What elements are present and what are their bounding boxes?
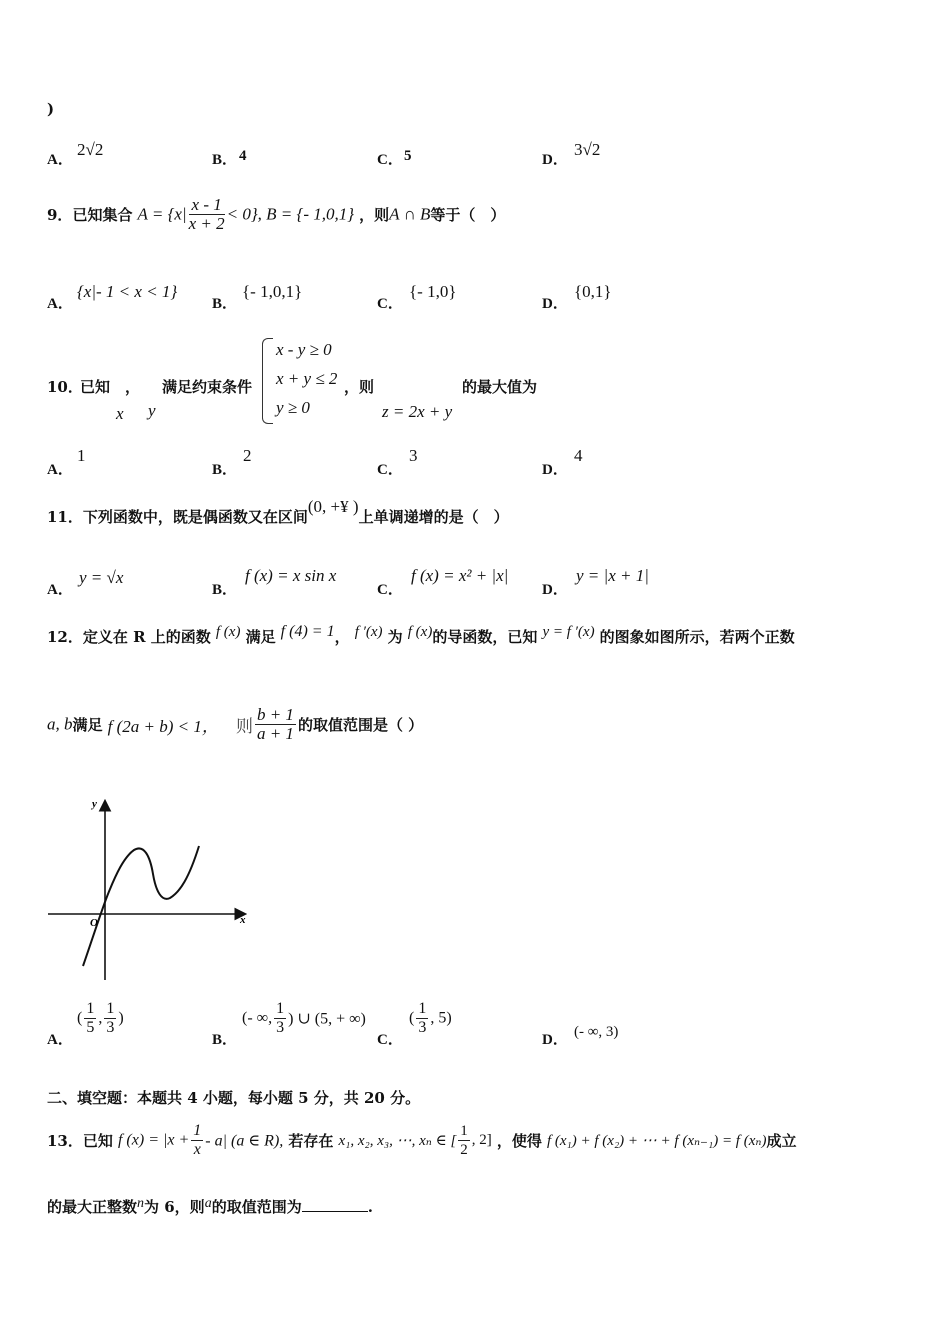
q10-var-y: y bbox=[148, 401, 156, 420]
q12-text-3: ， bbox=[334, 628, 350, 646]
q13-text-7: 的取值范围为 bbox=[211, 1198, 302, 1216]
q10-option-b-value: 2 bbox=[243, 446, 252, 465]
q12-f2: f (4) = 1 bbox=[280, 623, 335, 640]
q10-option-a-value: 1 bbox=[77, 446, 86, 465]
q10-text-1: 已知 bbox=[80, 378, 111, 396]
q10-options bbox=[47, 446, 907, 476]
q12-text-8: 则 bbox=[235, 717, 253, 736]
q9-option-c-value: {- 1,0} bbox=[409, 282, 457, 301]
q12-ab: a, b bbox=[47, 714, 73, 734]
q12-b-left: (- ∞, bbox=[242, 1009, 273, 1027]
q12-text-9: 的取值范围是（ ） bbox=[297, 716, 424, 734]
q13-stem-line-1 bbox=[47, 1122, 796, 1172]
q10-constraint-2: x + y ≤ 2 bbox=[276, 369, 338, 388]
q12-c-frac bbox=[416, 1000, 428, 1037]
q12-text-6: 的图象如图所示，若两个正数 bbox=[599, 628, 795, 646]
q12-b-den: 3 bbox=[276, 1019, 285, 1036]
q12-option-d-label: D． bbox=[542, 1032, 568, 1048]
q9-stem-mid: ，则 bbox=[359, 206, 390, 224]
q10-text-3: ，则 bbox=[344, 378, 375, 396]
q13-half-num: 1 bbox=[460, 1123, 468, 1139]
q13-half bbox=[458, 1122, 470, 1159]
q13-text-4: 成立 bbox=[766, 1132, 797, 1150]
derivative-curve bbox=[83, 846, 199, 966]
q11-interval: (0, +¥ ) bbox=[307, 497, 359, 516]
q10-number: 10． bbox=[47, 378, 83, 396]
q11-option-c-label: C． bbox=[377, 582, 403, 598]
q9-set-a-fraction bbox=[189, 196, 225, 233]
q9-option-a-value: {x|- 1 < x < 1} bbox=[77, 282, 178, 301]
q12-option-c-value bbox=[409, 1000, 452, 1037]
q9-option-b-label: B． bbox=[212, 296, 238, 312]
q12-option-b-value bbox=[242, 1000, 366, 1037]
q11-text: 下列函数中，既是偶函数又在区间 bbox=[82, 508, 308, 526]
q12-stem-line-2 bbox=[47, 706, 423, 756]
q8-option-d-value: 3√2 bbox=[574, 140, 601, 159]
q10-constraint-brace bbox=[262, 338, 273, 424]
q13-number: 13． bbox=[47, 1132, 83, 1150]
q11-option-d-label: D． bbox=[542, 582, 568, 598]
q12-b-frac bbox=[274, 1000, 286, 1037]
q10-option-b-label: B． bbox=[212, 462, 238, 478]
q11-option-b-value: f (x) = x sin x bbox=[245, 566, 337, 585]
q9-option-b-value: {- 1,0,1} bbox=[242, 282, 303, 301]
q12-f5: y = f ′(x) bbox=[542, 624, 595, 640]
q13-f-left: f (x) = |x + bbox=[117, 1131, 190, 1149]
q13-a: a bbox=[204, 1196, 212, 1211]
q8-option-b-value: 4 bbox=[239, 148, 247, 164]
q12-a-den-2: 3 bbox=[106, 1019, 115, 1036]
q10-option-c-label: C． bbox=[377, 462, 403, 478]
q13-equation: f (x₁) + f (x₂) + ⋯ + f (xₙ₋₁) = f (xₙ) bbox=[546, 1133, 767, 1149]
q12-option-a-label: A． bbox=[47, 1032, 73, 1048]
q12-b-num: 1 bbox=[276, 1000, 285, 1017]
graph-y-label: y bbox=[92, 798, 97, 810]
q13-text-5: 的最大正整数 bbox=[47, 1198, 138, 1216]
q10-comma: ， bbox=[125, 378, 141, 396]
q12-c-right: , 5) bbox=[430, 1009, 452, 1027]
q12-fraction-num: b + 1 bbox=[256, 705, 294, 724]
q11-options bbox=[47, 566, 907, 596]
graph-x-label: x bbox=[240, 914, 246, 926]
q12-a-num-1: 1 bbox=[86, 1000, 95, 1017]
q12-a-num-2: 1 bbox=[106, 1000, 115, 1017]
q10-constraint-1: x - y ≥ 0 bbox=[276, 340, 332, 359]
q9-option-c-label: C． bbox=[377, 296, 403, 312]
q12-a-comma: , bbox=[98, 1009, 103, 1027]
q12-c-den: 3 bbox=[418, 1019, 427, 1036]
q9-set-a-numerator: x - 1 bbox=[189, 196, 225, 215]
q11-option-d-value: y = |x + 1| bbox=[576, 566, 649, 585]
q12-text-2: 满足 bbox=[245, 628, 276, 646]
q13-stem-line-2 bbox=[47, 1196, 373, 1217]
q10-text-4: 的最大值为 bbox=[462, 378, 538, 396]
q12-b-right: ) ∪ (5, + ∞) bbox=[288, 1010, 366, 1028]
q11-option-c-value: f (x) = x² + |x| bbox=[411, 566, 509, 585]
q9-option-a-label: A． bbox=[47, 296, 73, 312]
q13-n: n bbox=[137, 1196, 145, 1211]
q8-option-d-label: D． bbox=[542, 152, 568, 168]
graph-origin-label: O bbox=[90, 917, 98, 929]
q12-a-frac-1 bbox=[84, 1000, 96, 1037]
q12-derivative-graph bbox=[44, 794, 254, 984]
q8-option-a-label: A． bbox=[47, 152, 73, 168]
q12-option-b-label: B． bbox=[212, 1032, 238, 1048]
q9-number: 9． bbox=[47, 206, 73, 224]
q9-stem-prefix: 已知集合 bbox=[72, 206, 133, 224]
q13-text-2: 若存在 bbox=[288, 1132, 334, 1150]
q12-c-left: ( bbox=[409, 1009, 415, 1027]
q10-option-d-value: 4 bbox=[574, 446, 583, 465]
section-2-heading: 二、填空题：本题共 4 小题，每小题 5 分，共 20 分。 bbox=[47, 1089, 421, 1107]
q8-option-c-value: 5 bbox=[404, 148, 412, 164]
q13-half-den: 2 bbox=[460, 1142, 468, 1158]
q12-f1: f (x) bbox=[215, 624, 241, 640]
q13-f-num: 1 bbox=[193, 1122, 202, 1139]
q12-fraction bbox=[255, 706, 296, 743]
q11-option-a-value: y = √x bbox=[79, 568, 124, 587]
q12-option-c-label: C． bbox=[377, 1032, 403, 1048]
q13-xs-right: , 2] bbox=[471, 1132, 492, 1148]
q12-a-right: ) bbox=[118, 1009, 124, 1027]
q11-number: 11． bbox=[47, 508, 83, 526]
q11-stem bbox=[47, 497, 509, 540]
q12-text-1: 定义在 R 上的函数 bbox=[82, 628, 211, 646]
q9-expression: A ∩ B bbox=[389, 204, 431, 224]
q10-var-x: x bbox=[116, 404, 124, 423]
q9-set-a-left: A = {x| bbox=[137, 204, 187, 224]
q12-option-a-value bbox=[77, 1000, 124, 1037]
q10-option-d-label: D． bbox=[542, 462, 568, 478]
q13-text-1: 已知 bbox=[82, 1132, 113, 1150]
q12-text-4: 为 bbox=[387, 628, 403, 646]
q13-f-right: - a| (a ∈ R), bbox=[205, 1132, 284, 1150]
q13-answer-blank[interactable] bbox=[302, 1211, 368, 1212]
q12-text-5: 的导函数，已知 bbox=[432, 628, 538, 646]
q10-objective: z = 2x + y bbox=[382, 402, 453, 421]
q13-text-3: ，使得 bbox=[496, 1132, 542, 1150]
q11-text-2: 上单调递增的是（ ） bbox=[358, 508, 509, 526]
q8-closing-paren: ) bbox=[47, 100, 55, 118]
q10-option-c-value: 3 bbox=[409, 446, 418, 465]
q12-stem-line-1 bbox=[47, 623, 795, 660]
q10-text-2: 满足约束条件 bbox=[162, 378, 253, 396]
q9-set-a-right: < 0}, B = {- 1,0,1} bbox=[226, 204, 355, 224]
q8-option-c-label: C． bbox=[377, 152, 403, 168]
q9-option-d-value: {0,1} bbox=[574, 282, 612, 301]
q9-stem-suffix: 等于（ ） bbox=[430, 206, 506, 224]
q12-number: 12． bbox=[47, 628, 83, 646]
q12-text-7: 满足 bbox=[72, 716, 103, 734]
q11-option-b-label: B． bbox=[212, 582, 238, 598]
q13-text-6: 为 6，则 bbox=[144, 1198, 205, 1216]
q11-option-a-label: A． bbox=[47, 582, 73, 598]
q9-set-a-denominator: x + 2 bbox=[188, 214, 225, 233]
q12-a-left: ( bbox=[77, 1009, 83, 1027]
q12-option-d-value: (- ∞, 3) bbox=[574, 1024, 619, 1040]
q9-stem bbox=[47, 196, 505, 246]
q12-c-num: 1 bbox=[418, 1000, 427, 1017]
q12-options bbox=[47, 1000, 907, 1050]
q8-option-a-value: 2√2 bbox=[77, 140, 104, 159]
q9-options bbox=[47, 282, 907, 312]
q10-option-a-label: A． bbox=[47, 462, 73, 478]
q12-f3: f ′(x) bbox=[354, 624, 383, 640]
q12-a-frac-2 bbox=[104, 1000, 116, 1037]
q12-f4: f (x) bbox=[407, 624, 433, 640]
q13-end: . bbox=[367, 1198, 373, 1216]
q12-inequality: f (2a + b) < 1， bbox=[107, 717, 219, 736]
q13-f-fraction bbox=[191, 1122, 203, 1159]
q10-constraint-3: y ≥ 0 bbox=[276, 398, 310, 417]
q13-xs: x₁, x₂, x₃, ⋯, xₙ ∈ [ bbox=[338, 1133, 457, 1149]
q12-a-den-1: 5 bbox=[86, 1019, 95, 1036]
q8-option-b-label: B． bbox=[212, 152, 238, 168]
q9-option-d-label: D． bbox=[542, 296, 568, 312]
q13-f-den: x bbox=[193, 1141, 201, 1158]
q12-fraction-den: a + 1 bbox=[256, 724, 294, 743]
q8-options bbox=[47, 140, 907, 170]
